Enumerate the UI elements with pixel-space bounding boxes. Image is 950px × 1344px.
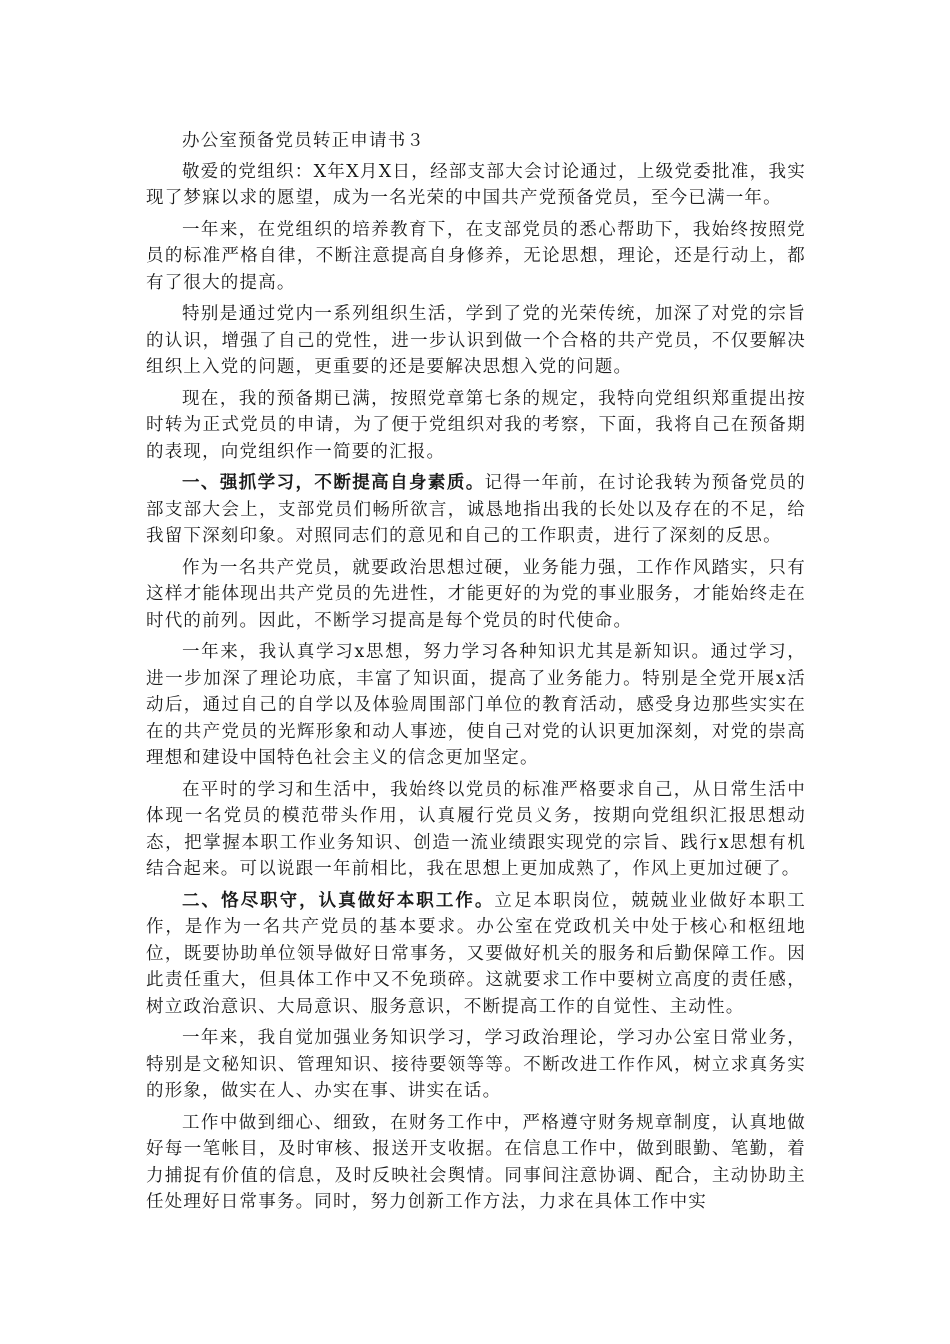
- paragraph-text: 一年来，我认真学习x思想，努力学习各种知识尤其是新知识。通过学习，进一步加深了理论功底，丰富了知识面，提高了业务能力。特别是全党开展x活动后，通过自己的自学以及体验周围部门单位的教育活动，感受身边那些实实在在的共产党员的光辉形象和动人事迹，使自己对党的认识更加深刻，对党的崇高理想和建设中国特色社会主义的信念更加坚定。: [146, 642, 806, 768]
- paragraph-text: 作为一名共产党员，就要政治思想过硬，业务能力强，工作作风踏实，只有这样才能体现出共产党员的先进性，才能更好的为党的事业服务，才能始终走在时代的前列。因此，不断学习提高是每个党员的时代使命。: [146, 557, 806, 631]
- paragraph-text: 敬爱的党组织：X年X月X日，经部支部大会讨论通过，上级党委批准，我实现了梦寐以求的愿望，成为一名光荣的中国共产党预备党员，至今已满一年。: [146, 161, 806, 208]
- paragraph-text: 现在，我的预备期已满，按照党章第七条的规定，我特向党组织郑重提出按时转为正式党员的申请，为了便于党组织对我的考察，下面，我将自己在预备期的表现，向党组织作一简要的汇报。: [146, 388, 806, 462]
- paragraph-text: 立足本职岗位，兢兢业业做好本职工作，是作为一名共产党员的基本要求。办公室在党政机关中处于核心和枢纽地位，既要协助单位领导做好日常事务，又要做好机关的服务和后勤保障工作。因此责任重大，但具体工作中又不免琐碎。这就要求工作中要树立高度的责任感，树立政治意识、大局意识、服务意识，不断提高工作的自觉性、主动性。: [146, 890, 807, 1017]
- paragraph-10: [146, 1025, 806, 1105]
- paragraph-text: 在平时的学习和生活中，我始终以党员的标准严格要求自己，从日常生活中体现一名党员的模范带头作用，认真履行党员义务，按期向党组织汇报思想动态，把掌握本职工作业务知识、创造一流业绩跟实现党的宗旨、践行x思想有机结合起来。可以说跟一年前相比，我在思想上更加成熟了，作风上更加过硬了。: [146, 779, 806, 879]
- paragraph-7: [146, 639, 806, 772]
- document-title: 办公室预备党员转正申请书３: [182, 131, 426, 151]
- paragraph-8: [146, 777, 806, 883]
- paragraph-11: [146, 1110, 806, 1216]
- paragraph-text: 记得一年前，在讨论我转为预备党员的部支部大会上，支部党员们畅所欲言，诚恳地指出我的长处以及存在的不足，给我留下深刻印象。对照同志们的意见和自己的工作职责，进行了深刻的反思。: [146, 473, 807, 546]
- paragraph-9: [146, 888, 806, 1021]
- paragraph-4: [146, 386, 806, 466]
- section-heading-1: 一、强抓学习，不断提高自身素质。: [182, 473, 485, 493]
- document-body: [146, 128, 806, 1221]
- paragraph-text: 一年来，我自觉加强业务知识学习，学习政治理论，学习办公室日常业务，特别是文秘知识、管理知识、接待要领等等。不断改进工作作风，树立求真务实的形象，做实在人、办实在事、讲实在话。: [146, 1028, 806, 1101]
- paragraph-3: [146, 301, 806, 381]
- section-heading-2: 二、恪尽职守，认真做好本职工作。: [182, 890, 495, 911]
- paragraph-2: [146, 217, 806, 297]
- paragraph-text: 工作中做到细心、细致，在财务工作中，严格遵守财务规章制度，认真地做好每一笔帐目，及时审核、报送开支收据。在信息工作中，做到眼勤、笔勤，着力捕捉有价值的信息，及时反映社会舆情。同事间注意协调、配合，主动协助主任处理好日常事务。同时，努力创新工作方法，力求在具体工作中实: [146, 1112, 806, 1212]
- paragraph-6: [146, 555, 806, 635]
- paragraph-1: [146, 159, 806, 212]
- paragraph-text: 特别是通过党内一系列组织生活，学到了党的光荣传统，加深了对党的宗旨的认识，增强了自己的党性，进一步认识到做一个合格的共产党员，不仅要解决组织上入党的问题，更重要的还是要解决思想入党的问题。: [146, 304, 806, 377]
- paragraph-5: [146, 470, 806, 550]
- paragraph-text: 一年来，在党组织的培养教育下，在支部党员的悉心帮助下，我始终按照党员的标准严格自律，不断注意提高自身修养，无论思想，理论，还是行动上，都有了很大的提高。: [146, 219, 806, 293]
